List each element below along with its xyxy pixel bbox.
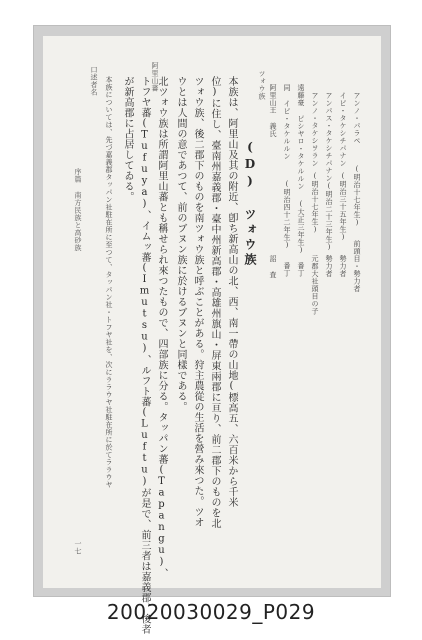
roster-birth: (明治四十二年生) [283,180,291,250]
image-caption: 20020030029_P029 [106,600,316,624]
body-line: ツォウ族、後二郡下のものを南ツォウ族と呼ぶことがある。狩主農從の生活を營み來つた。ツオ [192,76,203,528]
body-line: トフヤ蕃(Tufuya)、イムッ蕃(Imutsu)、ルフト蕃(Luftu)が是で、前三者は嘉義郡、後者 [139,76,150,635]
running-title: 序篇 南方民族と高砂族 [74,168,82,252]
roster-birth: (明治十七年生) [353,165,361,227]
roster-name: 遠藤豪 ピシヤロ・タケルルン [297,84,305,190]
section-tab-label: 阿里山蕃 [151,62,159,92]
roster-birth: (明治十七年生) [311,172,319,234]
roster-birth: (大正三年生) [297,200,305,255]
roster-name: アンノ・タケシヲラン [311,92,319,167]
body-line: が新高郡に占居してゐる。 [122,76,133,202]
roster-role: 元郡大社頭目の子 [311,255,319,315]
roster-birth: (明治二十三年生) [325,182,333,252]
margin-note: 口述者名 [90,66,98,96]
section-heading: (D) ツォウ族 [243,140,257,268]
roster-role: 番丁 [297,262,305,277]
roster-name: アンパス・タケシチパナン [325,92,333,182]
roster-role: 番丁 [283,262,291,277]
body-line: ウとは人間の意であつて、前のブヌン族に於けるブヌンと同樣である。 [175,76,186,412]
body-line: 位)に住し、臺南州嘉義郡・臺中州新高郡・高雄州旗山・屏東兩郡に亘り、前二郡下のものを北 [209,76,220,529]
roster-name: 阿里山王 義氏 [269,84,277,138]
body-line: 本族については、先づ嘉義郡タッパン社駐在所に至つて、タッパン社・トフヤ社を、次にララウヤ社駐在所に於てララウヤ [105,76,113,489]
body-line: 本族は、阿里山及其の附近、卽ち新高山の北、西、南一帶の山地(標高五、六百米から千米 [226,76,237,508]
page-number: 一七 [74,540,82,555]
roster-role: 前頭目・勢力者 [353,240,361,293]
roster-birth: (明治三十五年生) [339,172,347,242]
body-line: 北ツォウ族は所謂阿里山蕃とも稱せられ來つたもので、四部族に分る。タッパン蕃(Tapangu)、 [156,76,167,579]
roster-name: アンノ・パラペ [353,92,361,145]
roster-role: 勢力者 [339,255,347,278]
section-tab-label: ツォウ族 [258,70,266,100]
roster-name: イピ・タケシチパナン [339,92,347,167]
roster-role: 詔 査 [269,255,277,279]
roster-role: 勢力者 [325,255,333,278]
roster-name: 同 イピ・タケルルン [283,84,291,160]
